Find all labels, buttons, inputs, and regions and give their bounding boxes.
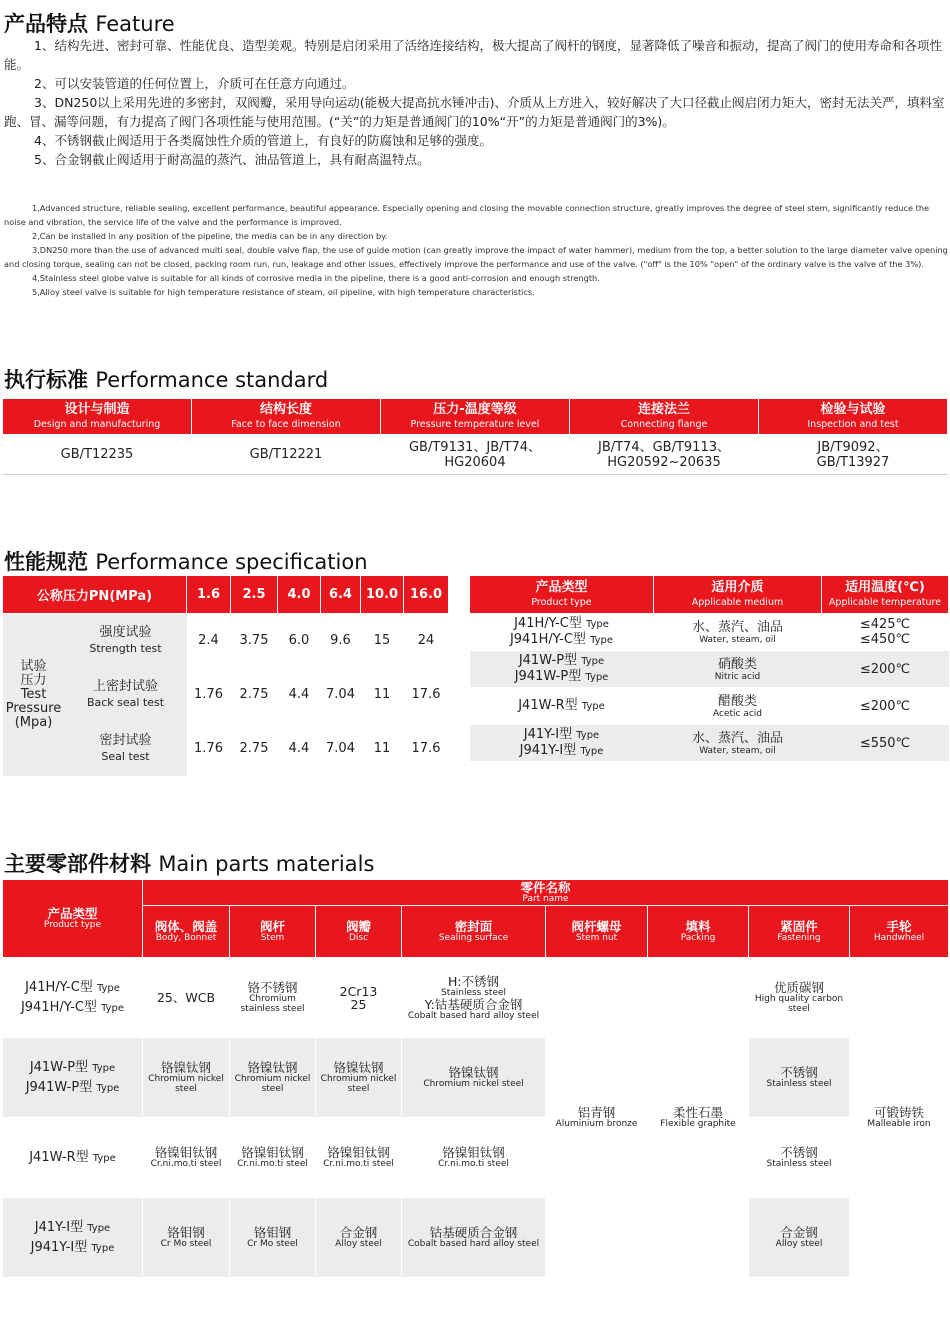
- materials-header-cn: 手轮: [886, 918, 912, 934]
- materials-cell-en: Malleable iron: [867, 1119, 931, 1129]
- spec-product-type: [470, 614, 654, 651]
- spec-temp: [822, 614, 949, 651]
- spec-type-suffix: Type: [581, 656, 605, 667]
- spec-title-cn: 性能规范: [4, 550, 88, 574]
- materials-body: [143, 1118, 230, 1198]
- spec-type-code: J941Y-I型: [519, 743, 577, 758]
- spec-type-suffix: Type: [581, 701, 605, 712]
- spec-medium-header-cn: 适用介质: [711, 579, 764, 595]
- materials-handwheel: [850, 958, 949, 1278]
- materials-cell-en: Chromium nickel steel: [148, 1074, 224, 1094]
- standard-title: [4, 364, 328, 394]
- materials-table: [2, 879, 949, 1278]
- spec-value: 4.4: [288, 740, 310, 756]
- feature-title-cn: 产品特点: [4, 12, 88, 36]
- feature-en-text: [4, 201, 948, 299]
- spec-value: 6.0: [288, 632, 310, 648]
- spec-product-type: [470, 688, 654, 725]
- standard-value: [570, 435, 759, 475]
- materials-cell-cn: 铬镍钛钢: [333, 1060, 384, 1075]
- feature-cn-text: [4, 36, 948, 169]
- materials-seal: [402, 958, 546, 1038]
- spec-medium-header-en: Applicable temperature: [828, 596, 942, 608]
- materials-body: [143, 1198, 230, 1278]
- materials-col-header: [143, 906, 230, 958]
- materials-disc: [316, 1038, 402, 1118]
- spec-temp-value: ≤450℃: [859, 632, 911, 647]
- materials-header-en: Packing: [680, 932, 716, 943]
- materials-cell-cn: 铬镍钛钢: [160, 1060, 211, 1075]
- materials-header-cn: 阀杆: [259, 918, 285, 934]
- materials-header-en: Fastening: [777, 932, 821, 943]
- materials-product-type-header: [3, 880, 143, 958]
- standard-value: [381, 435, 570, 475]
- standard-header: [759, 399, 948, 435]
- materials-stem: [230, 1198, 316, 1278]
- spec-medium-header-en: Applicable medium: [691, 596, 784, 608]
- feature-title: [4, 8, 175, 38]
- standard-value-line: JB/T74、GB/T9113、: [597, 439, 730, 455]
- materials-fastening: [749, 1198, 850, 1278]
- materials-cell-cn: 铬钼钢: [167, 1225, 205, 1240]
- materials-title: [4, 848, 374, 878]
- spec-type-code: J941H/Y-C型: [509, 632, 586, 647]
- materials-col-header: [402, 906, 546, 958]
- materials-row: [3, 1118, 949, 1198]
- standard-header-row: [3, 399, 948, 435]
- spec-value: 4.4: [288, 686, 310, 702]
- spec-temp: [822, 651, 949, 688]
- standard-header: [192, 399, 381, 435]
- materials-cell-cn: 柔性石墨: [672, 1105, 723, 1120]
- materials-header-en: Sealing surface: [438, 932, 509, 943]
- materials-cell-en: High quality carbon steel: [754, 994, 844, 1014]
- materials-cell-cn: 铝青钢: [577, 1105, 616, 1120]
- spec-pn-value: 16.0: [404, 576, 449, 614]
- materials-cell-en: Stainless steel: [766, 1159, 832, 1169]
- standard-value: [759, 435, 948, 475]
- materials-fastening: [749, 1038, 850, 1118]
- materials-cell-cn: 可锻铸铁: [874, 1105, 925, 1120]
- spec-temp-value: ≤200℃: [859, 661, 911, 677]
- materials-type-code: J41H/Y-C型: [25, 979, 93, 995]
- standard-value-line: GB/T13927: [816, 454, 890, 470]
- spec-medium-header-cn: 产品类型: [535, 579, 588, 595]
- materials-product-type: [3, 1038, 143, 1118]
- spec-type-suffix: Type: [585, 672, 609, 683]
- spec-value: 3.75: [239, 632, 269, 648]
- materials-disc: [316, 958, 402, 1038]
- feature-cn-1: 1、结构先进、密封可靠、性能优良、造型美观。特别是启闭采用了活络连接结构，极大提高了阀杆的钢度，显著降低了噪音和振动，提高了阀门的使用寿命和各项性能。: [4, 38, 942, 72]
- feature-en-3: 3,DN250 more than the use of advanced multi seal, double valve flap, the use of guide motion (can greatly improve the impact of water hammer), medium from the top, a better solution to the large diameter valve opening and closing torque, sealing can not be closed, packing room run, run, leakage and other issues, effectively improve the performance and use of the valve. ("off" is the 10% "open" of the ordinary valve is the valve of the 3%).: [4, 245, 948, 269]
- spec-pn-value: 2.5: [231, 576, 278, 614]
- materials-row: [3, 1038, 949, 1118]
- materials-header-cn: 阀体、阀盖: [154, 918, 218, 934]
- spec-title: [4, 546, 368, 576]
- spec-test-name: [65, 614, 187, 668]
- materials-cell-en: Cr Mo steel: [160, 1239, 212, 1249]
- spec-title-en: Performance specification: [95, 550, 368, 574]
- spec-medium-row: [470, 614, 949, 651]
- spec-medium-cn: 醋酸类: [717, 693, 757, 709]
- materials-cell-cn: 铬镍钛钢: [247, 1060, 298, 1075]
- materials-type-code: J41W-P型: [29, 1059, 89, 1075]
- materials-seal: [402, 1038, 546, 1118]
- spec-group-label-line: Test: [20, 686, 47, 702]
- spec-pressure-table: [2, 575, 449, 776]
- standard-header-cn: 结构长度: [259, 401, 312, 417]
- standard-title-cn: 执行标准: [4, 368, 88, 392]
- materials-header-en: Handwheel: [873, 932, 925, 943]
- spec-type-suffix: Type: [585, 619, 609, 630]
- materials-type-code: J941W-P型: [25, 1079, 93, 1095]
- materials-cell-cn: H:不锈钢: [447, 973, 500, 989]
- spec-value: 11: [373, 686, 391, 702]
- materials-cell-cn: 不锈钢: [780, 1065, 818, 1080]
- materials-col-header: [850, 906, 949, 958]
- materials-cell-en: Cobalt based hard alloy steel: [407, 1239, 540, 1249]
- spec-group-label-line: (Mpa): [14, 714, 53, 730]
- spec-type-code: J41Y-I型: [523, 727, 573, 742]
- materials-header-row-2: [3, 906, 949, 958]
- materials-type-suffix: Type: [92, 1062, 116, 1074]
- standard-value: [3, 435, 192, 475]
- spec-medium-header: [654, 576, 822, 614]
- spec-pn-value: 6.4: [321, 576, 361, 614]
- spec-value: 1.76: [194, 686, 223, 702]
- standard-value-line: HG20604: [444, 454, 506, 470]
- spec-type-suffix: Type: [590, 635, 614, 646]
- spec-type-code: J41W-R型: [518, 698, 578, 713]
- standard-title-en: Performance standard: [95, 368, 329, 392]
- spec-temp-value: ≤425℃: [859, 617, 911, 632]
- materials-cell-cn: 铬不锈钢: [247, 980, 298, 995]
- feature-en-5: 5,Alloy steel valve is suitable for high temperature resistance of steam, oil pipeline, with high temperature characteristics.: [32, 287, 535, 297]
- materials-cell-en: Alloy steel: [775, 1239, 823, 1249]
- materials-body: [143, 958, 230, 1038]
- feature-cn-5: 5、合金钢截止阀适用于耐高温的蒸汽、油品管道上，具有耐高温特点。: [34, 152, 430, 167]
- spec-test-name-en: Back seal test: [86, 695, 165, 709]
- spec-medium-header-en: Product type: [531, 596, 592, 608]
- spec-medium-row: [470, 651, 949, 688]
- spec-row-seal: [3, 722, 449, 776]
- materials-header-cn: 产品类型: [47, 905, 98, 921]
- spec-test-name-en: Strength test: [89, 641, 162, 655]
- materials-header-en: Body, Bonnet: [155, 932, 217, 943]
- materials-cell-cn: 钴基硬质合金钢: [429, 1225, 518, 1240]
- spec-temp: [822, 725, 949, 762]
- materials-cell-en: Flexible graphite: [660, 1119, 736, 1129]
- materials-cell-cn: 铬镍钛钢: [448, 1065, 499, 1080]
- spec-test-name-cn: 强度试验: [99, 624, 152, 640]
- spec-value: 24: [417, 632, 435, 648]
- materials-cell-en: Cr.ni.mo.ti steel: [323, 1159, 394, 1169]
- materials-cell-en: Cr Mo steel: [247, 1239, 298, 1249]
- materials-type-code: J941H/Y-C型: [20, 999, 97, 1015]
- materials-stem: [230, 1038, 316, 1118]
- materials-product-type: [3, 958, 143, 1038]
- materials-header-row-1: [3, 880, 949, 906]
- standard-value-line: HG20592~20635: [607, 454, 721, 470]
- materials-body: [143, 1038, 230, 1118]
- materials-cell-en: Stainless steel: [766, 1079, 832, 1089]
- materials-type-suffix: Type: [91, 1242, 115, 1254]
- spec-temp: [822, 688, 949, 725]
- spec-group-label-line: 试验: [20, 658, 47, 674]
- spec-value: 11: [373, 740, 391, 756]
- spec-medium: [654, 688, 822, 725]
- materials-cell-cn: 铬钼钢: [253, 1225, 292, 1240]
- materials-header-en: Stem: [260, 932, 285, 943]
- materials-cell-en: Aluminium bronze: [555, 1119, 638, 1129]
- spec-type-suffix: Type: [580, 746, 604, 757]
- feature-title-en: Feature: [95, 12, 175, 36]
- standard-header-en: Connecting flange: [620, 418, 708, 430]
- spec-group-label-line: 压力: [20, 672, 47, 688]
- spec-medium: [654, 651, 822, 688]
- spec-pn-header-row: [3, 576, 449, 614]
- spec-product-type: [470, 725, 654, 762]
- materials-cell-en: Chromium nickel steel: [423, 1079, 524, 1089]
- spec-value: 17.6: [411, 740, 441, 756]
- materials-col-header: [749, 906, 850, 958]
- materials-type-code: J41W-R型: [29, 1149, 89, 1165]
- spec-medium-cn: 硝酸类: [717, 656, 757, 672]
- standard-table: [2, 398, 948, 475]
- materials-disc: [316, 1118, 402, 1198]
- materials-seal: [402, 1118, 546, 1198]
- standard-header-cn: 连接法兰: [637, 401, 690, 417]
- materials-type-code: J941Y-I型: [30, 1239, 88, 1255]
- spec-medium-row: [470, 688, 949, 725]
- materials-cell-cn: 铬镍钼钛钢: [327, 1145, 390, 1160]
- spec-test-name-en: Seal test: [101, 749, 150, 763]
- spec-value: 9.6: [330, 632, 351, 648]
- standard-header-en: Inspection and test: [807, 418, 899, 430]
- materials-cell-en: Cr.ni.mo.ti steel: [438, 1159, 509, 1169]
- spec-row-strength: [3, 614, 449, 668]
- materials-cell-en: Alloy steel: [335, 1239, 382, 1249]
- materials-fastening: [749, 1118, 850, 1198]
- materials-col-header: [316, 906, 402, 958]
- materials-cell-cn: 铬镍钼钛钢: [442, 1145, 505, 1160]
- standard-header-en: Design and manufacturing: [33, 418, 161, 430]
- spec-medium-header: [470, 576, 654, 614]
- spec-medium: [654, 725, 822, 762]
- materials-product-type: [3, 1198, 143, 1278]
- spec-value: 1.76: [194, 740, 223, 756]
- materials-header-cn: 紧固件: [780, 918, 818, 934]
- standard-value-line: GB/T12221: [249, 447, 323, 462]
- spec-row-back-seal: [3, 668, 449, 722]
- standard-header-cn: 设计与制造: [64, 401, 130, 417]
- feature-cn-3: 3、DN250以上采用先进的多密封，双阀瓣，采用导向运动(能极大提高抗水锤冲击)、介质从上方进入，较好解决了大口径截止阀启闭力矩大，密封无法关严，填料室跑、冒、漏等问题，有力提高了阀门各项性能与使用范围。(“关”的力矩是普通阀门的10%“开”的力矩是普通阀门的3%)。: [4, 95, 945, 129]
- materials-title-cn: 主要零部件材料: [4, 852, 151, 876]
- materials-type-suffix: Type: [101, 1002, 125, 1014]
- spec-value: 2.75: [239, 686, 269, 702]
- spec-value: 15: [373, 632, 391, 648]
- spec-medium-row: [470, 725, 949, 762]
- standard-header-cn: 检验与试验: [820, 401, 886, 417]
- spec-value: 17.6: [411, 686, 441, 702]
- materials-product-type: [3, 1118, 143, 1198]
- spec-type-suffix: Type: [576, 730, 600, 741]
- materials-stem-nut: [546, 958, 648, 1278]
- spec-pn-value: 4.0: [278, 576, 321, 614]
- materials-header-cn: 阀瓣: [345, 918, 371, 934]
- materials-cell-cn: 25: [350, 996, 367, 1012]
- spec-medium-header-cn: 适用温度(℃): [845, 579, 925, 595]
- materials-cell-cn: Y:钴基硬质合金钢: [424, 996, 523, 1012]
- feature-en-1: 1,Advanced structure, reliable sealing, excellent performance, beautiful appearance. Especially opening and closing the movable connection structure, greatly improves the degree of steel stem, significantly reduce the noise and vibration, the service life of the valve and the performance is improved.: [4, 203, 930, 227]
- materials-cell-en: Cobalt based hard alloy steel: [407, 1010, 540, 1021]
- standard-value-line: GB/T9131、JB/T74、: [408, 439, 541, 455]
- standard-value-row: [3, 435, 948, 475]
- materials-type-code: J41Y-I型: [34, 1219, 84, 1235]
- materials-title-en: Main parts materials: [158, 852, 375, 876]
- standard-value: [192, 435, 381, 475]
- materials-part-name-header: [143, 880, 949, 906]
- spec-test-name: [65, 668, 187, 722]
- materials-cell-en: Stainless steel: [440, 987, 507, 998]
- spec-type-code: J41H/Y-C型: [514, 616, 582, 631]
- materials-fastening: [749, 958, 850, 1038]
- materials-header-cn: 填料: [685, 918, 711, 934]
- materials-row: [3, 1198, 949, 1278]
- spec-value: 7.04: [326, 740, 355, 756]
- materials-stem: [230, 1118, 316, 1198]
- materials-type-suffix: Type: [87, 1222, 111, 1234]
- materials-packing: [648, 958, 749, 1278]
- materials-cell-cn: 合金钢: [780, 1225, 818, 1240]
- spec-medium-cn: 水、蒸汽、油品: [691, 730, 783, 746]
- materials-row: [3, 958, 949, 1038]
- materials-cell-en: Chromium stainless steel: [240, 994, 305, 1014]
- spec-medium-header-row: [470, 576, 949, 614]
- spec-test-name-cn: 上密封试验: [92, 678, 158, 694]
- materials-cell-cn: 不锈钢: [780, 1145, 818, 1160]
- standard-header-en: Pressure temperature level: [410, 418, 540, 430]
- materials-header-en: Product type: [43, 919, 102, 930]
- spec-medium-en: Water, steam, oil: [699, 634, 776, 645]
- materials-header-en: Part name: [522, 893, 569, 904]
- spec-type-code: J41W-P型: [518, 653, 578, 668]
- materials-cell-cn: 25、WCB: [156, 990, 216, 1005]
- spec-value: 2.4: [198, 632, 219, 648]
- spec-type-code: J941W-P型: [514, 669, 582, 684]
- spec-temp-value: ≤550℃: [859, 735, 911, 751]
- materials-cell-en: Chromium nickel steel: [234, 1074, 311, 1094]
- materials-seal: [402, 1198, 546, 1278]
- spec-temp-value: ≤200℃: [859, 698, 911, 714]
- standard-header: [3, 399, 192, 435]
- spec-group-label-line: Pressure: [5, 700, 62, 716]
- standard-header-en: Face to face dimension: [231, 418, 341, 430]
- materials-header-cn: 阀杆螺母: [571, 918, 622, 934]
- spec-group-label: [3, 614, 65, 776]
- materials-col-header: [648, 906, 749, 958]
- materials-type-suffix: Type: [92, 1152, 116, 1164]
- feature-en-4: 4,Stainless steel globe valve is suitable for all kinds of corrosive media in the pipeline, there is a good anti-corrosion and enough strength.: [32, 273, 600, 283]
- spec-value: 2.75: [239, 740, 269, 756]
- materials-cell-cn: 铬镍钼钛钢: [154, 1145, 218, 1160]
- feature-cn-4: 4、不锈钢截止阀适用于各类腐蚀性介质的管道上，有良好的防腐蚀和足够的强度。: [34, 133, 492, 148]
- materials-type-suffix: Type: [96, 982, 120, 994]
- spec-medium-header: [822, 576, 949, 614]
- spec-medium-cn: 水、蒸汽、油品: [691, 619, 783, 635]
- feature-en-2: 2,Can be installed in any position of the pipeline, the media can be in any direction by.: [32, 231, 388, 241]
- spec-pn-header: 公称压力PN(MPa): [3, 576, 187, 614]
- materials-disc: [316, 1198, 402, 1278]
- spec-test-name-cn: 密封试验: [99, 732, 152, 748]
- materials-col-header: [546, 906, 648, 958]
- materials-cell-en: Cr.ni.mo.ti steel: [237, 1159, 308, 1169]
- standard-header-cn: 压力-温度等级: [433, 401, 517, 417]
- spec-product-type: [470, 651, 654, 688]
- materials-cell-en: Cr.ni.mo.ti steel: [150, 1159, 222, 1169]
- standard-header: [570, 399, 759, 435]
- materials-header-cn: 密封面: [454, 918, 493, 934]
- spec-value: 7.04: [326, 686, 355, 702]
- materials-header-en: Stem nut: [575, 932, 618, 943]
- spec-test-name: [65, 722, 187, 776]
- feature-cn-2: 2、可以安装管道的任何位置上，介质可在任意方向通过。: [34, 76, 355, 91]
- spec-medium-en: Acetic acid: [713, 708, 762, 719]
- materials-cell-cn: 铬镍钼钛钢: [241, 1145, 304, 1160]
- materials-type-suffix: Type: [96, 1082, 120, 1094]
- spec-pn-value: 10.0: [361, 576, 404, 614]
- standard-value-line: GB/T12235: [60, 447, 134, 462]
- materials-col-header: [230, 906, 316, 958]
- standard-header: [381, 399, 570, 435]
- materials-cell-cn: 优质碳钢: [773, 980, 824, 995]
- spec-medium-en: Nitric acid: [714, 671, 761, 682]
- materials-cell-cn: 合金钢: [339, 1225, 378, 1240]
- spec-medium: [654, 614, 822, 651]
- spec-medium-table: [469, 575, 949, 762]
- spec-pn-value: 1.6: [187, 576, 231, 614]
- materials-stem: [230, 958, 316, 1038]
- materials-cell-en: Chromium nickel steel: [320, 1074, 397, 1094]
- materials-cell-cn: 2Cr13: [339, 983, 378, 999]
- materials-header-en: Disc: [348, 932, 369, 943]
- materials-header-cn: 零件名称: [520, 879, 571, 895]
- standard-value-line: JB/T9092、: [817, 439, 889, 455]
- spec-medium-en: Water, steam, oil: [699, 745, 776, 756]
